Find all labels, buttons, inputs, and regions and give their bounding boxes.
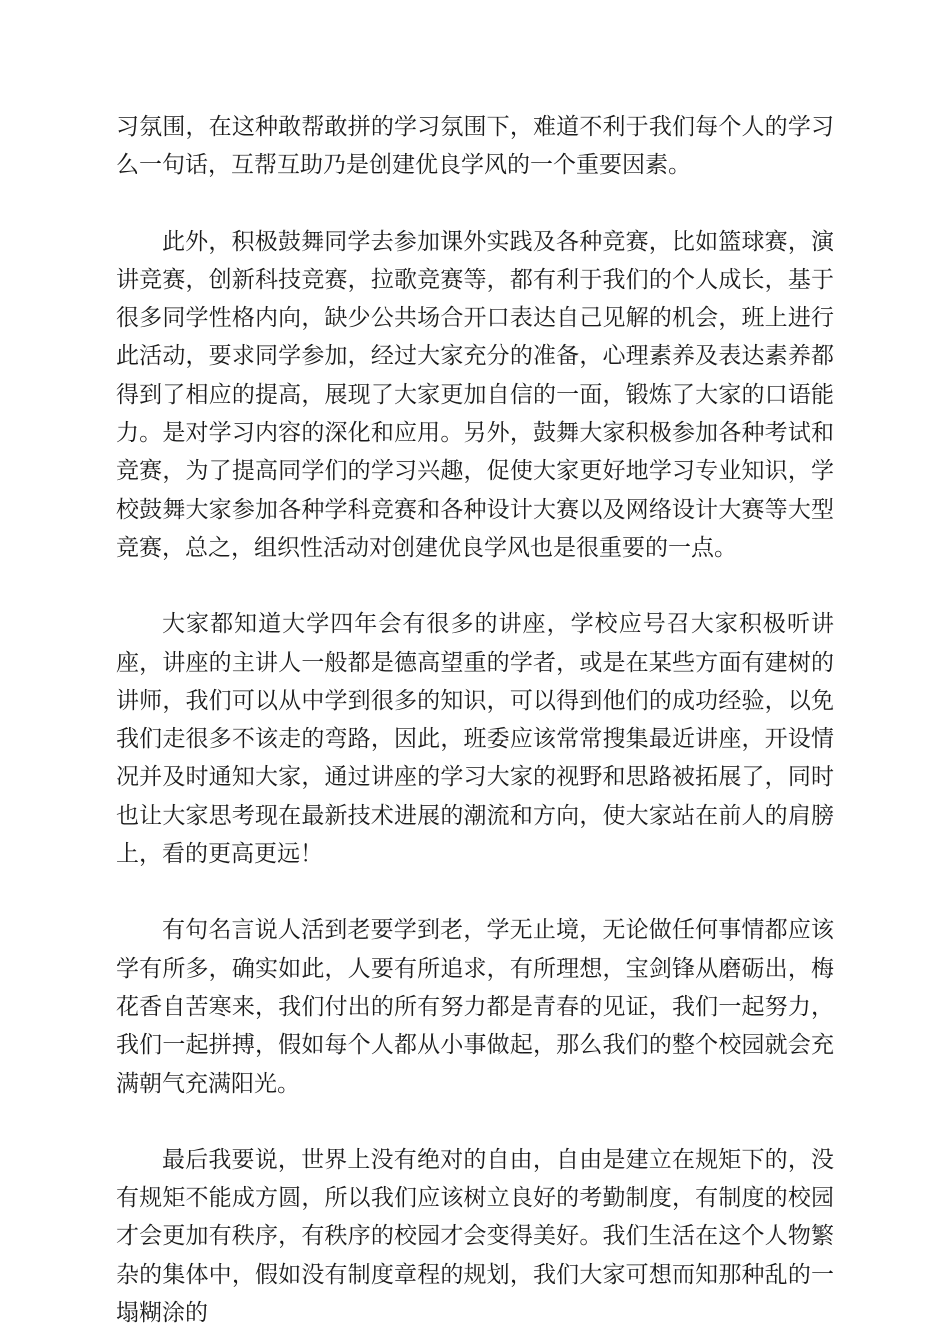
paragraph-gap xyxy=(116,873,834,911)
paragraph-4: 有句名言说人活到老要学到老，学无止境，无论做任何事情都应该学有所多，确实如此，人要有所追求，有所理想，宝剑锋从磨砺出，梅花香自苦寒来，我们付出的所有努力都是青春的见证，我们一起努力，我们一起拼搏，假如每个人都从小事做起，那么我们的整个校园就会充满朝气充满阳光。 xyxy=(116,917,834,1097)
paragraph-5: 最后我要说，世界上没有绝对的自由，自由是建立在规矩下的，没有规矩不能成方圆，所以我们应该树立良好的考勤制度，有制度的校园才会更加有秩序，有秩序的校园才会变得美好。我们生活在这个人物繁杂的集体中，假如没有制度章程的规划，我们大家可想而知那种乱的一塌糊涂的 xyxy=(116,1146,834,1327)
paragraph-1: 习氛围，在这种敢帮敢拼的学习氛围下，难道不利于我们每个人的学习么一句话，互帮互助乃是创建优良学风的一个重要因素。 xyxy=(116,114,834,179)
paragraph-gap xyxy=(116,567,834,605)
paragraph-gap xyxy=(116,1103,834,1141)
paragraph-2: 此外，积极鼓舞同学去参加课外实践及各种竞赛，比如篮球赛，演讲竞赛，创新科技竞赛，拉歌竞赛等，都有利于我们的个人成长，基于很多同学性格内向，缺少公共场合开口表达自己见解的机会，班上进行此活动，要求同学参加，经过大家充分的准备，心理素养及表达素养都得到了相应的提高，展现了大家更加自信的一面，锻炼了大家的口语能力。是对学习内容的深化和应用。另外，鼓舞大家积极参加各种考试和竞赛，为了提高同学们的学习兴趣，促使大家更好地学习专业知识，学校鼓舞大家参加各种学科竞赛和各种设计大赛以及网络设计大赛等大型竞赛，总之，组织性活动对创建优良学风也是很重要的一点。 xyxy=(116,228,834,561)
document-body xyxy=(116,108,834,1332)
paragraph-3: 大家都知道大学四年会有很多的讲座，学校应号召大家积极听讲座，讲座的主讲人一般都是德高望重的学者，或是在某些方面有建树的讲师，我们可以从中学到很多的知识，可以得到他们的成功经验，以免我们走很多不该走的弯路，因此，班委应该常常搜集最近讲座，开设情况并及时通知大家，通过讲座的学习大家的视野和思路被拓展了，同时也让大家思考现在最新技术进展的潮流和方向，使大家站在前人的肩膀上，看的更高更远！ xyxy=(116,611,834,868)
paragraph-gap xyxy=(116,185,834,223)
